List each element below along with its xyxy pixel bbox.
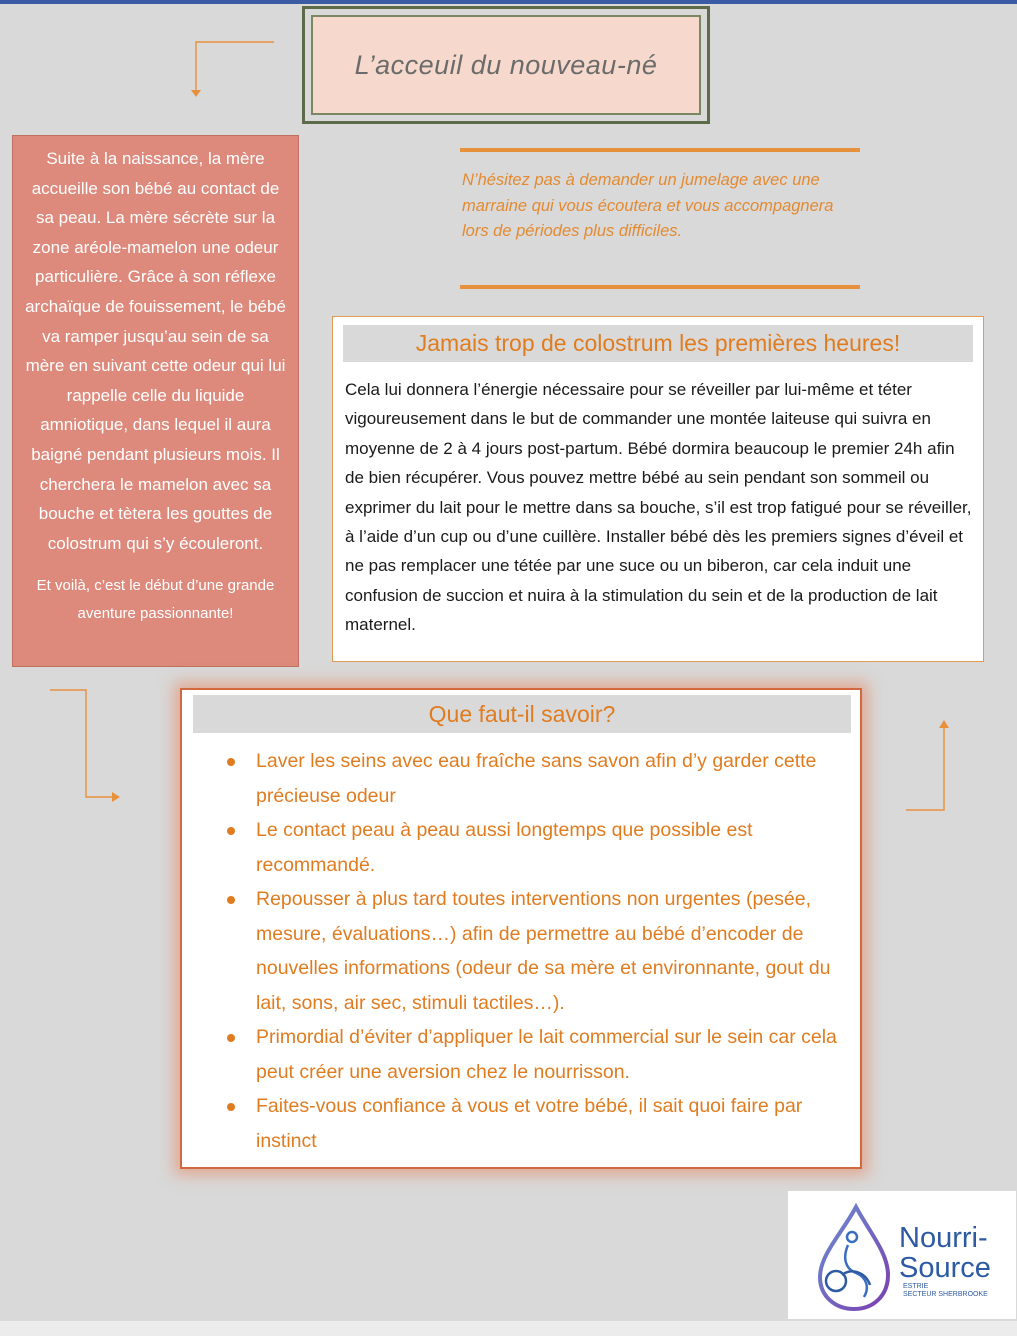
arrow-down-left-icon: [186, 38, 278, 100]
logo-wordmark: [899, 1223, 991, 1283]
list-item: [222, 744, 842, 813]
page-title: L’acceuil du nouveau-né: [354, 49, 658, 80]
savoir-box: [180, 688, 862, 1169]
list-item: [222, 1020, 842, 1089]
list-item-text: Faites-vous confiance à vous et votre bébé, il sait quoi faire par instinct: [256, 1095, 803, 1152]
quote-top-rule: [460, 148, 860, 152]
list-item-text: Laver les seins avec eau fraîche sans savon afin d’y garder cette précieuse odeur: [256, 750, 817, 807]
colostrum-box: [332, 316, 984, 662]
quote-block: [460, 148, 860, 290]
logo-subtitle: [903, 1283, 988, 1299]
arrow-up-icon: [902, 714, 954, 814]
arrow-down-right-icon: [48, 686, 124, 804]
colostrum-body: Cela lui donnera l’énergie nécessaire pour se réveiller par lui-même et téter vigoureusement dans le but de commander une montée laiteuse qui suivra en moyenne de 2 à 4 jours post-partum. Bébé dormira beaucoup le premier 24h afin de bien récupérer. Vous pouvez mettre bébé au sein pendant son sommeil ou exprimer du lait pour le mettre dans sa bouche, s’il est trop fatigué pour se réveiller, à l’aide d’un cup ou d’une cuillère. Installer bébé dès les premiers signes d’éveil et ne pas remplacer une tétée par une suce ou un biberon, car cela induit une confusion de succion et nuira à la stimulation du sein et de la production de lait maternel.: [345, 380, 972, 635]
logo-line-1: Nourri-: [899, 1222, 988, 1254]
list-item-text: Le contact peau à peau aussi longtemps que possible est recommandé.: [256, 819, 753, 876]
logo-sub-1: ESTRIE: [903, 1283, 929, 1290]
quote-bottom-rule: [460, 285, 860, 289]
savoir-list: [222, 744, 842, 1158]
bullet-icon: [227, 1103, 235, 1111]
intro-closing: Et voilà, c’est le début d’une grande aventure passionnante!: [36, 577, 275, 623]
bullet-icon: [227, 758, 235, 766]
list-item-text: Primordial d’éviter d’appliquer le lait commercial sur le sein car cela peut créer une aversion chez le nourrisson.: [256, 1026, 837, 1083]
bullet-icon: [227, 896, 235, 904]
bottom-strip: [0, 1321, 1017, 1336]
list-item: [222, 813, 842, 882]
title-frame: [302, 6, 710, 124]
list-item: [222, 1089, 842, 1158]
intro-box: [12, 135, 299, 667]
intro-paragraph: Suite à la naissance, la mère accueille son bébé au contact de sa peau. La mère sécrète sur la zone aréole-mamelon une odeur particulière. Grâce à son réflexe archaïque de fouissement, le bébé va ramper jusqu’au sein de sa mère en suivant cette odeur qui lui rappelle celle du liquide amniotique, dans lequel il aura baigné pendant plusieurs mois. Il cherchera le mamelon avec sa bouche et tètera les gouttes de colostrum qui s’y écouleront.: [25, 149, 286, 553]
bullet-icon: [227, 827, 235, 835]
top-accent-bar: [0, 0, 1017, 4]
logo-line-2: Source: [899, 1252, 991, 1284]
list-item-text: Repousser à plus tard toutes interventions non urgentes (pesée, mesure, évaluations…) afin de permettre au bébé d’encoder de nouvelles informations (odeur de sa mère et environnante, gout du lait, sons, air sec, stimuli tactiles…).: [256, 888, 831, 1014]
nourri-source-logo: [788, 1191, 1016, 1319]
list-item: [222, 882, 842, 1020]
savoir-heading: Que faut-il savoir?: [193, 695, 851, 733]
title-panel: [311, 15, 701, 115]
logo-sub-2: SECTEUR SHERBROOKE: [903, 1291, 988, 1298]
bullet-icon: [227, 1034, 235, 1042]
colostrum-heading: Jamais trop de colostrum les premières heures!: [343, 325, 973, 362]
drop-mother-baby-icon: [812, 1203, 896, 1313]
quote-text: N’hésitez pas à demander un jumelage avec une marraine qui vous écoutera et vous accompagnera lors de périodes plus difficiles.: [462, 171, 834, 240]
